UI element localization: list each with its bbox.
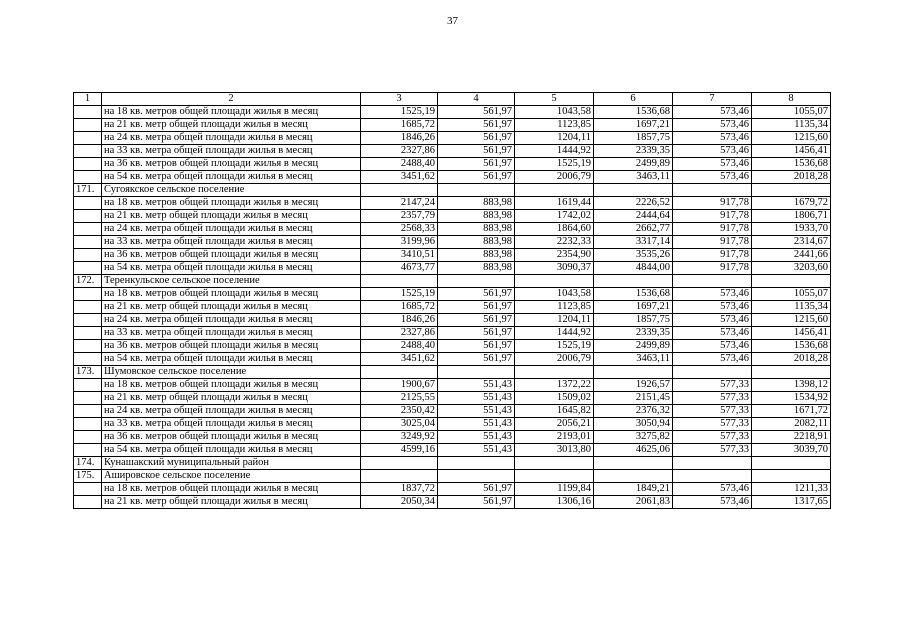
value-cell: 2151,45 — [594, 392, 673, 405]
value-cell: 1900,67 — [361, 379, 438, 392]
empty-cell — [361, 457, 438, 470]
row-description: на 21 кв. метр общей площади жилья в месяц — [102, 392, 361, 405]
value-cell: 4599,16 — [361, 444, 438, 457]
value-cell: 1055,07 — [752, 288, 831, 301]
value-cell: 2006,79 — [515, 353, 594, 366]
value-cell: 4844,00 — [594, 262, 673, 275]
value-cell: 561,97 — [438, 158, 515, 171]
value-cell: 573,46 — [673, 288, 752, 301]
row-description: на 33 кв. метра общей площади жилья в месяц — [102, 145, 361, 158]
value-cell: 561,97 — [438, 145, 515, 158]
value-cell: 2350,42 — [361, 405, 438, 418]
table-row — [74, 119, 831, 132]
table-row — [74, 262, 831, 275]
table-row — [74, 431, 831, 444]
row-description: на 54 кв. метра общей площади жилья в месяц — [102, 171, 361, 184]
value-cell: 2061,83 — [594, 496, 673, 509]
value-cell: 2218,91 — [752, 431, 831, 444]
row-description: на 21 кв. метр общей площади жилья в месяц — [102, 496, 361, 509]
empty-cell — [673, 470, 752, 483]
value-cell: 883,98 — [438, 197, 515, 210]
value-cell: 2018,28 — [752, 353, 831, 366]
empty-cell — [74, 223, 102, 236]
value-cell: 573,46 — [673, 145, 752, 158]
value-cell: 2662,77 — [594, 223, 673, 236]
empty-cell — [74, 379, 102, 392]
empty-cell — [74, 197, 102, 210]
value-cell: 1697,21 — [594, 119, 673, 132]
value-cell: 3317,14 — [594, 236, 673, 249]
value-cell: 1398,12 — [752, 379, 831, 392]
value-cell: 1933,70 — [752, 223, 831, 236]
value-cell: 1536,68 — [752, 340, 831, 353]
value-cell: 883,98 — [438, 236, 515, 249]
value-cell: 1645,82 — [515, 405, 594, 418]
value-cell: 573,46 — [673, 106, 752, 119]
table-row — [74, 249, 831, 262]
header-cell: 2 — [102, 93, 361, 106]
value-cell: 2147,24 — [361, 197, 438, 210]
table-row — [74, 106, 831, 119]
section-index: 171. — [74, 184, 102, 197]
value-cell: 573,46 — [673, 496, 752, 509]
empty-cell — [438, 470, 515, 483]
value-cell: 883,98 — [438, 223, 515, 236]
section-index: 172. — [74, 275, 102, 288]
table-row — [74, 392, 831, 405]
value-cell: 551,43 — [438, 405, 515, 418]
table-row — [74, 236, 831, 249]
header-cell: 5 — [515, 93, 594, 106]
empty-cell — [74, 210, 102, 223]
value-cell: 1204,11 — [515, 314, 594, 327]
value-cell: 917,78 — [673, 262, 752, 275]
value-cell: 1926,57 — [594, 379, 673, 392]
empty-cell — [594, 366, 673, 379]
value-cell: 1055,07 — [752, 106, 831, 119]
empty-cell — [74, 171, 102, 184]
empty-cell — [752, 275, 831, 288]
tariff-table — [73, 92, 831, 509]
value-cell: 561,97 — [438, 327, 515, 340]
value-cell: 573,46 — [673, 327, 752, 340]
header-cell: 1 — [74, 93, 102, 106]
table-row — [74, 379, 831, 392]
value-cell: 2232,33 — [515, 236, 594, 249]
value-cell: 2568,33 — [361, 223, 438, 236]
table-row — [74, 314, 831, 327]
value-cell: 1619,44 — [515, 197, 594, 210]
value-cell: 1456,41 — [752, 327, 831, 340]
value-cell: 1536,68 — [594, 106, 673, 119]
value-cell: 1671,72 — [752, 405, 831, 418]
row-description: на 24 кв. метра общей площади жилья в месяц — [102, 314, 361, 327]
value-cell: 3451,62 — [361, 171, 438, 184]
empty-cell — [515, 275, 594, 288]
value-cell: 917,78 — [673, 210, 752, 223]
row-description: на 36 кв. метров общей площади жилья в месяц — [102, 158, 361, 171]
row-description: на 18 кв. метров общей площади жилья в месяц — [102, 288, 361, 301]
section-title: Сугоякское сельское поселение — [102, 184, 361, 197]
value-cell: 573,46 — [673, 353, 752, 366]
value-cell: 1306,16 — [515, 496, 594, 509]
value-cell: 1215,60 — [752, 132, 831, 145]
header-cell: 6 — [594, 93, 673, 106]
value-cell: 2018,28 — [752, 171, 831, 184]
value-cell: 1846,26 — [361, 314, 438, 327]
table-row — [74, 223, 831, 236]
row-description: на 33 кв. метра общей площади жилья в месяц — [102, 236, 361, 249]
value-cell: 2056,21 — [515, 418, 594, 431]
table-row — [74, 327, 831, 340]
value-cell: 1846,26 — [361, 132, 438, 145]
empty-cell — [74, 288, 102, 301]
value-cell: 2354,90 — [515, 249, 594, 262]
value-cell: 561,97 — [438, 301, 515, 314]
value-cell: 2376,32 — [594, 405, 673, 418]
value-cell: 2339,35 — [594, 145, 673, 158]
value-cell: 561,97 — [438, 483, 515, 496]
value-cell: 1837,72 — [361, 483, 438, 496]
empty-cell — [74, 158, 102, 171]
empty-cell — [361, 275, 438, 288]
header-cell: 3 — [361, 93, 438, 106]
table-row — [74, 132, 831, 145]
value-cell: 573,46 — [673, 340, 752, 353]
empty-cell — [74, 236, 102, 249]
section-index: 175. — [74, 470, 102, 483]
value-cell: 883,98 — [438, 249, 515, 262]
value-cell: 1123,85 — [515, 119, 594, 132]
empty-cell — [74, 483, 102, 496]
row-description: на 21 кв. метр общей площади жилья в месяц — [102, 210, 361, 223]
value-cell: 1199,84 — [515, 483, 594, 496]
value-cell: 917,78 — [673, 236, 752, 249]
value-cell: 883,98 — [438, 210, 515, 223]
value-cell: 883,98 — [438, 262, 515, 275]
value-cell: 573,46 — [673, 171, 752, 184]
value-cell: 1509,02 — [515, 392, 594, 405]
value-cell: 1043,58 — [515, 288, 594, 301]
empty-cell — [74, 249, 102, 262]
value-cell: 2488,40 — [361, 340, 438, 353]
header-cell: 7 — [673, 93, 752, 106]
empty-cell — [438, 457, 515, 470]
value-cell: 573,46 — [673, 301, 752, 314]
value-cell: 573,46 — [673, 158, 752, 171]
empty-cell — [74, 353, 102, 366]
value-cell: 2006,79 — [515, 171, 594, 184]
empty-cell — [74, 431, 102, 444]
section-title: Кунашакский муниципальный район — [102, 457, 361, 470]
table-row — [74, 483, 831, 496]
table-row — [74, 197, 831, 210]
empty-cell — [594, 184, 673, 197]
value-cell: 1685,72 — [361, 119, 438, 132]
row-description: на 18 кв. метров общей площади жилья в месяц — [102, 197, 361, 210]
value-cell: 3203,60 — [752, 262, 831, 275]
header-cell: 4 — [438, 93, 515, 106]
empty-cell — [74, 496, 102, 509]
table-row — [74, 353, 831, 366]
value-cell: 3050,94 — [594, 418, 673, 431]
value-cell: 2050,34 — [361, 496, 438, 509]
table-row — [74, 145, 831, 158]
value-cell: 1135,34 — [752, 301, 831, 314]
value-cell: 561,97 — [438, 496, 515, 509]
value-cell: 917,78 — [673, 249, 752, 262]
value-cell: 3463,11 — [594, 353, 673, 366]
value-cell: 551,43 — [438, 379, 515, 392]
empty-cell — [74, 418, 102, 431]
section-row — [74, 184, 831, 197]
row-description: на 18 кв. метров общей площади жилья в месяц — [102, 106, 361, 119]
value-cell: 551,43 — [438, 392, 515, 405]
empty-cell — [74, 301, 102, 314]
empty-cell — [515, 184, 594, 197]
value-cell: 2327,86 — [361, 327, 438, 340]
table-row — [74, 340, 831, 353]
value-cell: 573,46 — [673, 119, 752, 132]
table-row — [74, 288, 831, 301]
value-cell: 1525,19 — [515, 340, 594, 353]
value-cell: 1857,75 — [594, 314, 673, 327]
section-row — [74, 457, 831, 470]
row-description: на 33 кв. метра общей площади жилья в месяц — [102, 418, 361, 431]
value-cell: 2339,35 — [594, 327, 673, 340]
empty-cell — [74, 132, 102, 145]
empty-cell — [752, 470, 831, 483]
value-cell: 1536,68 — [594, 288, 673, 301]
empty-cell — [74, 327, 102, 340]
value-cell: 561,97 — [438, 171, 515, 184]
row-description: на 24 кв. метра общей площади жилья в месяц — [102, 132, 361, 145]
table-row — [74, 496, 831, 509]
empty-cell — [74, 106, 102, 119]
value-cell: 2226,52 — [594, 197, 673, 210]
value-cell: 577,33 — [673, 418, 752, 431]
value-cell: 561,97 — [438, 119, 515, 132]
value-cell: 3249,92 — [361, 431, 438, 444]
value-cell: 577,33 — [673, 444, 752, 457]
empty-cell — [361, 184, 438, 197]
empty-cell — [752, 457, 831, 470]
value-cell: 1525,19 — [361, 106, 438, 119]
header-row — [74, 93, 831, 106]
table-row — [74, 171, 831, 184]
empty-cell — [673, 184, 752, 197]
empty-cell — [74, 444, 102, 457]
value-cell: 1857,75 — [594, 132, 673, 145]
value-cell: 4673,77 — [361, 262, 438, 275]
page-number: 37 — [447, 15, 458, 27]
value-cell: 3025,04 — [361, 418, 438, 431]
value-cell: 551,43 — [438, 418, 515, 431]
table-row — [74, 158, 831, 171]
value-cell: 1135,34 — [752, 119, 831, 132]
section-row — [74, 470, 831, 483]
row-description: на 36 кв. метров общей площади жилья в месяц — [102, 340, 361, 353]
value-cell: 3039,70 — [752, 444, 831, 457]
value-cell: 1525,19 — [515, 158, 594, 171]
value-cell: 1849,21 — [594, 483, 673, 496]
empty-cell — [673, 366, 752, 379]
empty-cell — [361, 470, 438, 483]
value-cell: 3451,62 — [361, 353, 438, 366]
value-cell: 561,97 — [438, 288, 515, 301]
table-row — [74, 405, 831, 418]
value-cell: 1806,71 — [752, 210, 831, 223]
value-cell: 561,97 — [438, 132, 515, 145]
value-cell: 1123,85 — [515, 301, 594, 314]
value-cell: 3090,37 — [515, 262, 594, 275]
empty-cell — [74, 145, 102, 158]
value-cell: 1043,58 — [515, 106, 594, 119]
value-cell: 1215,60 — [752, 314, 831, 327]
section-title: Ашировское сельское поселение — [102, 470, 361, 483]
value-cell: 3463,11 — [594, 171, 673, 184]
value-cell: 1444,92 — [515, 327, 594, 340]
value-cell: 2499,89 — [594, 158, 673, 171]
empty-cell — [74, 340, 102, 353]
value-cell: 2314,67 — [752, 236, 831, 249]
row-description: на 54 кв. метра общей площади жилья в месяц — [102, 444, 361, 457]
value-cell: 561,97 — [438, 340, 515, 353]
empty-cell — [673, 275, 752, 288]
value-cell: 561,97 — [438, 314, 515, 327]
table-row — [74, 301, 831, 314]
section-title: Шумовское сельское поселение — [102, 366, 361, 379]
value-cell: 561,97 — [438, 353, 515, 366]
empty-cell — [594, 275, 673, 288]
value-cell: 573,46 — [673, 314, 752, 327]
value-cell: 577,33 — [673, 379, 752, 392]
value-cell: 577,33 — [673, 431, 752, 444]
empty-cell — [438, 275, 515, 288]
empty-cell — [752, 184, 831, 197]
row-description: на 33 кв. метра общей площади жилья в месяц — [102, 327, 361, 340]
value-cell: 1742,02 — [515, 210, 594, 223]
row-description: на 24 кв. метра общей площади жилья в месяц — [102, 405, 361, 418]
value-cell: 2327,86 — [361, 145, 438, 158]
row-description: на 21 кв. метр общей площади жилья в месяц — [102, 301, 361, 314]
row-description: на 18 кв. метров общей площади жилья в месяц — [102, 379, 361, 392]
value-cell: 2082,11 — [752, 418, 831, 431]
value-cell: 2193,01 — [515, 431, 594, 444]
section-index: 174. — [74, 457, 102, 470]
section-title: Теренкульское сельское поселение — [102, 275, 361, 288]
value-cell: 1536,68 — [752, 158, 831, 171]
value-cell: 1456,41 — [752, 145, 831, 158]
empty-cell — [74, 314, 102, 327]
empty-cell — [74, 119, 102, 132]
value-cell: 3275,82 — [594, 431, 673, 444]
empty-cell — [515, 470, 594, 483]
value-cell: 551,43 — [438, 431, 515, 444]
value-cell: 4625,06 — [594, 444, 673, 457]
empty-cell — [594, 470, 673, 483]
row-description: на 54 кв. метра общей площади жилья в месяц — [102, 353, 361, 366]
value-cell: 3199,96 — [361, 236, 438, 249]
value-cell: 1534,92 — [752, 392, 831, 405]
empty-cell — [74, 392, 102, 405]
value-cell: 573,46 — [673, 483, 752, 496]
value-cell: 2357,79 — [361, 210, 438, 223]
value-cell: 1444,92 — [515, 145, 594, 158]
value-cell: 1204,11 — [515, 132, 594, 145]
value-cell: 577,33 — [673, 392, 752, 405]
empty-cell — [594, 457, 673, 470]
section-index: 173. — [74, 366, 102, 379]
value-cell: 2444,64 — [594, 210, 673, 223]
value-cell: 2441,66 — [752, 249, 831, 262]
empty-cell — [438, 184, 515, 197]
header-cell: 8 — [752, 93, 831, 106]
empty-cell — [515, 366, 594, 379]
table-row — [74, 444, 831, 457]
empty-cell — [438, 366, 515, 379]
value-cell: 3535,26 — [594, 249, 673, 262]
value-cell: 1372,22 — [515, 379, 594, 392]
value-cell: 1679,72 — [752, 197, 831, 210]
value-cell: 1211,33 — [752, 483, 831, 496]
row-description: на 24 кв. метра общей площади жилья в месяц — [102, 223, 361, 236]
value-cell: 917,78 — [673, 197, 752, 210]
table-row — [74, 418, 831, 431]
value-cell: 1697,21 — [594, 301, 673, 314]
section-row — [74, 366, 831, 379]
value-cell: 3013,80 — [515, 444, 594, 457]
value-cell: 1317,65 — [752, 496, 831, 509]
value-cell: 2488,40 — [361, 158, 438, 171]
value-cell: 561,97 — [438, 106, 515, 119]
section-row — [74, 275, 831, 288]
value-cell: 917,78 — [673, 223, 752, 236]
value-cell: 2499,89 — [594, 340, 673, 353]
empty-cell — [74, 405, 102, 418]
row-description: на 36 кв. метров общей площади жилья в месяц — [102, 431, 361, 444]
row-description: на 21 кв. метр общей площади жилья в месяц — [102, 119, 361, 132]
value-cell: 2125,55 — [361, 392, 438, 405]
empty-cell — [752, 366, 831, 379]
row-description: на 54 кв. метра общей площади жилья в месяц — [102, 262, 361, 275]
value-cell: 1525,19 — [361, 288, 438, 301]
empty-cell — [515, 457, 594, 470]
value-cell: 577,33 — [673, 405, 752, 418]
value-cell: 551,43 — [438, 444, 515, 457]
row-description: на 36 кв. метров общей площади жилья в месяц — [102, 249, 361, 262]
empty-cell — [74, 262, 102, 275]
empty-cell — [361, 366, 438, 379]
row-description: на 18 кв. метров общей площади жилья в месяц — [102, 483, 361, 496]
value-cell: 573,46 — [673, 132, 752, 145]
table-body — [74, 93, 831, 509]
table-row — [74, 210, 831, 223]
value-cell: 3410,51 — [361, 249, 438, 262]
value-cell: 1864,60 — [515, 223, 594, 236]
empty-cell — [673, 457, 752, 470]
value-cell: 1685,72 — [361, 301, 438, 314]
